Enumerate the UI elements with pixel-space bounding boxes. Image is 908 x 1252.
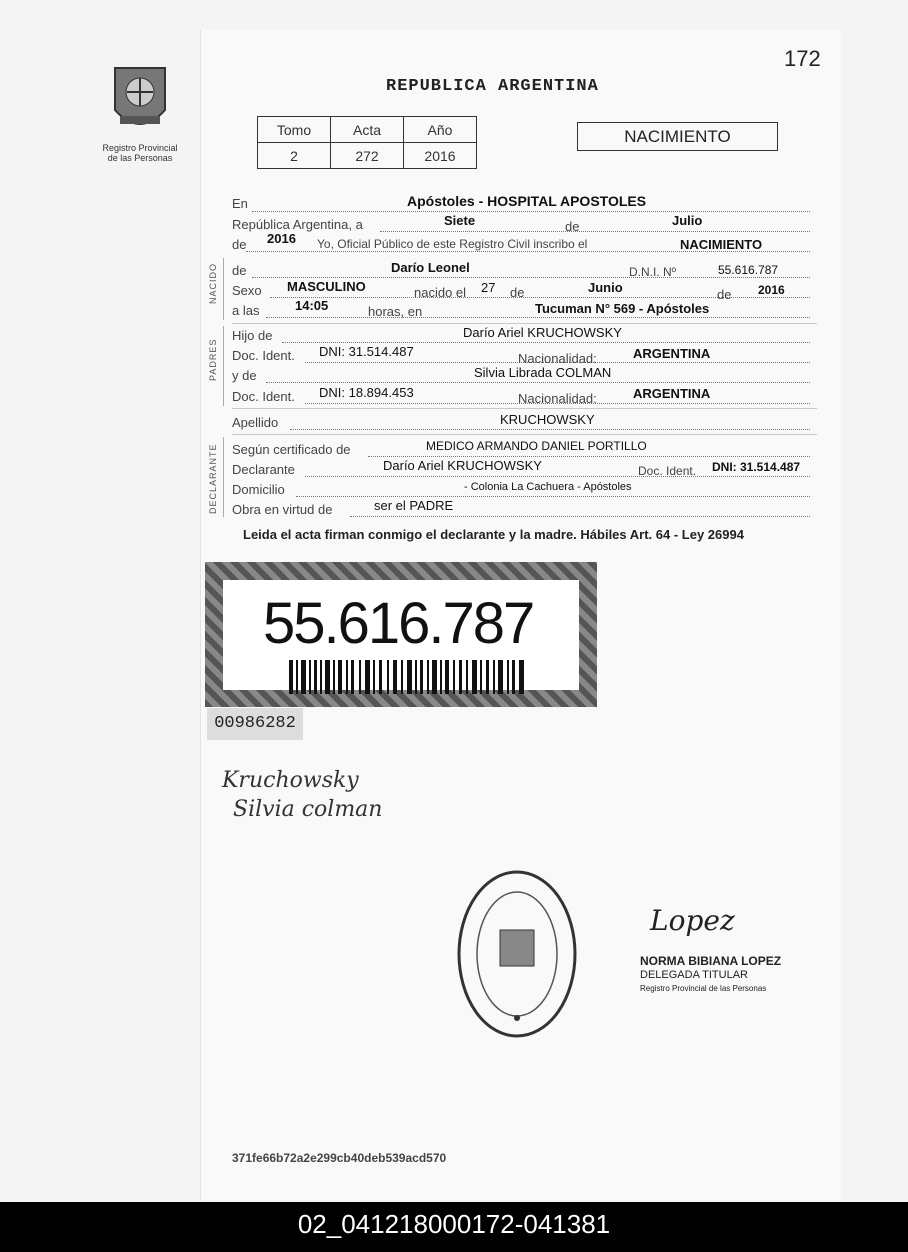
apellido-label: Apellido [232, 415, 279, 430]
declarante-value: Darío Ariel KRUCHOWSKY [383, 458, 542, 473]
dotted-line [380, 231, 810, 232]
sexo-label: Sexo [232, 283, 262, 298]
de4-label: de [510, 285, 525, 300]
section-separator [232, 434, 817, 435]
anio-header: Año [404, 117, 477, 143]
folio-number: 172 [784, 46, 821, 71]
doc3-label: Doc. Ident. [638, 464, 697, 478]
mother-name-value: Silvia Librada COLMAN [474, 365, 612, 380]
document-hash: 371fe66b72a2e299cb40deb539acd570 [232, 1151, 447, 1165]
section-separator [232, 323, 817, 324]
nacionalidad2-label: Nacionalidad: [518, 391, 597, 406]
hijo-label: Hijo de [232, 328, 273, 343]
birth-day-value: 27 [481, 280, 496, 295]
obra-label: Obra en virtud de [232, 502, 333, 517]
dotted-line [296, 496, 810, 497]
dni-sticker [205, 562, 597, 707]
seal-emblem-icon [105, 60, 175, 138]
de5-label: de [717, 287, 732, 302]
logo-line-1: Registro Provincial [102, 143, 178, 153]
father-signature: Kruchowsky [222, 768, 359, 793]
father-doc-value: DNI: 31.514.487 [319, 344, 414, 359]
hour-value: 14:05 [295, 298, 329, 313]
dotted-line [252, 211, 810, 212]
record-table [257, 116, 477, 169]
declarante-label: Declarante [232, 462, 295, 477]
dotted-line [282, 342, 810, 343]
birth-place-value: Tucuman N° 569 - Apóstoles [535, 301, 710, 316]
barcode-icon [289, 660, 525, 694]
certificate-value: MEDICO ARMANDO DANIEL PORTILLO [426, 439, 647, 453]
official-name: NORMA BIBIANA LOPEZ [640, 954, 782, 968]
official-signature-block [640, 904, 782, 996]
day-value: Siete [444, 213, 476, 228]
obra-value: ser el PADRE [374, 498, 454, 513]
mother-signature: Silvia colman [233, 797, 383, 822]
section-separator [232, 408, 817, 409]
acta-value: 272 [331, 143, 404, 169]
dotted-line [290, 429, 810, 430]
domicilio-label: Domicilio [232, 482, 285, 497]
place-value: Apóstoles - HOSPITAL APOSTOLES [407, 193, 647, 209]
dotted-line [305, 476, 810, 477]
dni-label: D.N.I. Nº [629, 265, 677, 279]
inscribo-value: NACIMIENTO [680, 237, 763, 252]
padres-side-label: PADRES [208, 338, 218, 381]
birth-year-value: 2016 [758, 283, 785, 297]
doc-label: Doc. Ident. [232, 348, 295, 363]
sticker-dni-number: 55.616.787 [263, 591, 534, 656]
mother-doc-value: DNI: 18.894.453 [319, 385, 414, 400]
document-title: REPUBLICA ARGENTINA [386, 77, 599, 96]
tomo-value: 2 [258, 143, 331, 169]
section-divider [223, 437, 224, 517]
father-nationality-value: ARGENTINA [633, 346, 711, 361]
dotted-line [266, 317, 810, 318]
official-stamp-icon [455, 868, 579, 1040]
closing-statement: Leida el acta firman conmigo el declarante y la madre. Hábiles Art. 64 - Ley 26994 [243, 527, 744, 542]
birth-month-value: Junio [588, 280, 623, 295]
logo-line-2: de las Personas [107, 153, 173, 163]
sticker-label [223, 580, 579, 690]
alas-label: a las [232, 303, 260, 318]
footer-code-bar: 02_041218000172-041381 [0, 1202, 908, 1252]
dotted-line [266, 382, 810, 383]
tomo-header: Tomo [258, 117, 331, 143]
dotted-line [350, 516, 810, 517]
de3-label: de [232, 263, 247, 278]
nacionalidad-label: Nacionalidad: [518, 351, 597, 366]
horas-label: horas, en [368, 304, 423, 319]
domicilio-value: - Colonia La Cachuera - Apóstoles [464, 481, 632, 493]
official-role: DELEGADA TITULAR [640, 969, 748, 981]
section-divider [223, 326, 224, 406]
de2-label: de [232, 237, 247, 252]
republica-label: República Argentina, a [232, 217, 363, 232]
official-signature: Lopez [650, 904, 735, 937]
month-value: Julio [672, 213, 703, 228]
child-name-value: Darío Leonel [391, 260, 470, 275]
de-label: de [565, 219, 580, 234]
dotted-line [368, 456, 810, 457]
dni-value: 55.616.787 [718, 263, 779, 277]
en-label: En [232, 196, 248, 211]
dotted-line [252, 277, 810, 278]
mother-nationality-value: ARGENTINA [633, 386, 711, 401]
record-type-box: NACIMIENTO [577, 122, 778, 151]
nacido-side-label: NACIDO [208, 262, 218, 304]
sexo-value: MASCULINO [287, 279, 366, 294]
registry-logo [100, 60, 180, 170]
anio-value: 2016 [404, 143, 477, 169]
nacido-label: nacido el [414, 285, 467, 300]
yo-label: Yo, Oficial Público de este Registro Civil inscribo el [317, 237, 588, 251]
yde-label: y de [232, 368, 257, 383]
serial-number: 00986282 [207, 708, 303, 740]
section-divider [223, 258, 224, 320]
declarante-doc-value: DNI: 31.514.487 [712, 460, 801, 474]
doc2-label: Doc. Ident. [232, 389, 295, 404]
year-value: 2016 [267, 231, 296, 246]
acta-header: Acta [331, 117, 404, 143]
father-name-value: Darío Ariel KRUCHOWSKY [463, 325, 622, 340]
official-office: Registro Provincial de las Personas [640, 984, 767, 993]
segun-label: Según certificado de [232, 442, 351, 457]
declarante-side-label: DECLARANTE [208, 443, 218, 514]
apellido-value: KRUCHOWSKY [500, 412, 595, 427]
